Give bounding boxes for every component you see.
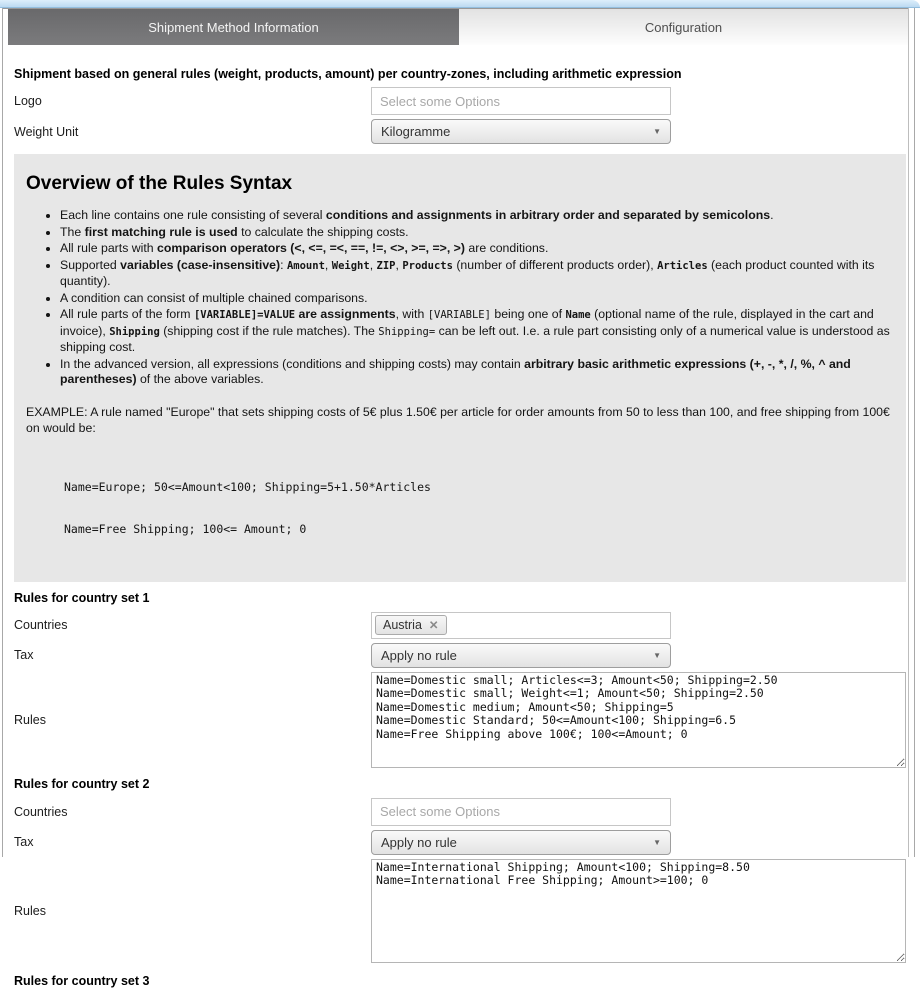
countries-multiselect[interactable] (371, 612, 671, 639)
overview-bullet-list (26, 208, 894, 388)
weight-unit-selected-value: Kilogramme (381, 124, 451, 139)
country-set-1-rules-row (3, 672, 908, 768)
overview-bullet: • The first matching rule is used to calculate the shipping costs. (60, 225, 894, 241)
overview-bullet: • Supported variables (case-insensitive): Amount, Weight, ZIP, Products (number of different products order), Articles (each product counted with its quantity). (60, 258, 894, 290)
countries-label: Countries (14, 804, 68, 819)
tab-bar (3, 8, 908, 45)
rules-label: Rules (14, 903, 46, 918)
tab-configuration[interactable]: Configuration (459, 9, 908, 45)
content-frame (2, 8, 915, 988)
rules-textarea-set-2[interactable] (371, 859, 906, 963)
country-set-2-countries-row (3, 798, 908, 826)
rules-textarea-set-1[interactable] (371, 672, 906, 768)
country-set-2-rules-row (3, 859, 908, 963)
chevron-down-icon: ▼ (653, 127, 661, 136)
country-set-1-title: Rules for country set 1 (14, 590, 150, 605)
example-code-line: Name=Free Shipping; 100<= Amount; 0 (64, 521, 307, 536)
overview-bullet: • All rule parts of the form [VARIABLE]=VALUE are assignments, with [VARIABLE] being one of Name (optional name of the rule, displayed in the cart and invoice), Shipping (shipping cost if the rule matches). The Shipping= can be left out. I.e. a rule part consisting only of a numerical value is understood as shipping cost. (60, 307, 894, 356)
countries-multiselect-input[interactable] (371, 798, 671, 826)
tax-selected-value: Apply no rule (381, 647, 457, 663)
rules-label: Rules (14, 712, 46, 727)
chevron-down-icon: ▼ (653, 650, 661, 660)
logo-row (3, 87, 908, 115)
example-paragraph: EXAMPLE: A rule named "Europe" that sets shipping costs of 5€ plus 1.50€ per article for order amounts from 50 to less than 100, and free shipping from 100€ on would be: (26, 404, 890, 435)
logo-label: Logo (14, 94, 42, 108)
country-set-1-tax-row (3, 643, 908, 668)
country-set-2-title: Rules for country set 2 (14, 776, 150, 791)
tax-label: Tax (14, 835, 34, 849)
remove-tag-icon[interactable]: ✕ (428, 620, 439, 632)
window-top-bar (0, 0, 920, 8)
country-tag-label: Austria (383, 618, 422, 632)
tax-dropdown[interactable] (371, 643, 671, 668)
example-code (64, 452, 894, 564)
overview-bullet: • All rule parts with comparison operators (<, <=, =<, ==, !=, <>, >=, =>, >) are conditions. (60, 241, 894, 257)
overview-bullet: • A condition can consist of multiple chained comparisons. (60, 291, 894, 307)
tax-dropdown[interactable] (371, 830, 671, 855)
logo-select-input[interactable] (371, 87, 671, 115)
overview-bullet: • Each line contains one rule consisting of several conditions and assignments in arbitrary order and separated by semicolons. (60, 208, 894, 224)
overview-title: Overview of the Rules Syntax (26, 173, 293, 194)
country-set-1-countries-row (3, 612, 908, 639)
weight-unit-label: Weight Unit (14, 124, 79, 139)
page-title: Shipment based on general rules (weight, products, amount) per country-zones, including arithmetic expression (14, 67, 682, 81)
content-area (3, 8, 909, 988)
tab-shipment-method-information[interactable]: Shipment Method Information (8, 9, 459, 45)
country-tag-austria (375, 615, 447, 635)
weight-unit-row (3, 119, 908, 144)
example-code-line: Name=Europe; 50<=Amount<100; Shipping=5+1.50*Articles (64, 479, 431, 494)
weight-unit-dropdown[interactable] (371, 119, 671, 144)
tax-label: Tax (14, 648, 34, 662)
country-set-2-tax-row (3, 830, 908, 855)
chevron-down-icon: ▼ (653, 837, 661, 847)
tax-selected-value: Apply no rule (381, 834, 457, 850)
rules-syntax-overview-box (14, 154, 906, 582)
countries-label: Countries (14, 618, 68, 632)
country-set-3-title: Rules for country set 3 (14, 973, 150, 988)
overview-bullet: • In the advanced version, all expressions (conditions and shipping costs) may contain arbitrary basic arithmetic expressions (+, -, *, /, %, ^ and parentheses) of the above variables. (60, 357, 894, 388)
